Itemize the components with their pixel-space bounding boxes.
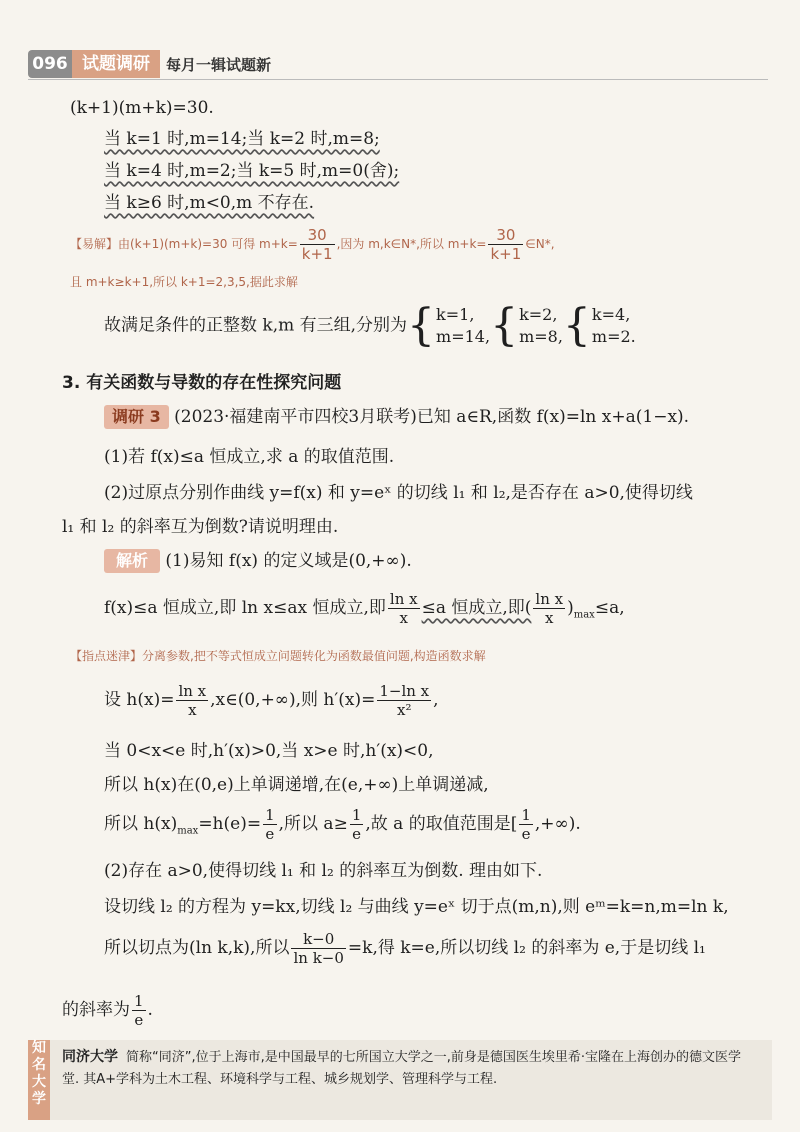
solution-line-8: 设切线 l₂ 的方程为 y=kx,切线 l₂ 与曲线 y=eˣ 切于点(m,n),则 eᵐ=k=n,m=ln k, bbox=[104, 897, 729, 917]
note-fraction-1 bbox=[300, 226, 335, 263]
note-easy-solution-2: 且 m+k≥k+1,所以 k+1=2,3,5,据此求解 bbox=[70, 275, 298, 289]
brace-3: { bbox=[562, 300, 591, 351]
s3-fraction-1 bbox=[176, 682, 208, 719]
solution-line-9 bbox=[104, 930, 706, 967]
s10-frac-den: e bbox=[134, 1011, 144, 1029]
s6-max: max bbox=[177, 825, 199, 837]
footer-description: 简称“同济”,位于上海市,是中国最早的七所国立大学之一,前身是德国医生埃里希·宝隆在上海创办的德文医学堂. 其A+学科为土木工程、环境科学与工程、城乡规划学、管理科学与工程. bbox=[62, 1050, 741, 1087]
note-text-b: ,因为 m,k∈N*,所以 m+k= bbox=[336, 237, 487, 251]
s2-text-d: ≤a, bbox=[594, 598, 625, 618]
system-2 bbox=[519, 304, 563, 348]
system-3-b: m=2. bbox=[591, 327, 636, 346]
solution-line-1 bbox=[104, 548, 412, 574]
header-divider bbox=[28, 79, 768, 80]
note-frac-num-1: 30 bbox=[300, 226, 335, 245]
s6-frac3-den: e bbox=[521, 825, 531, 843]
brace-2: { bbox=[490, 300, 519, 351]
footer-side-label: 知名大学 bbox=[28, 1040, 50, 1120]
s6-frac2-den: e bbox=[352, 825, 362, 843]
s6-fraction-1 bbox=[263, 806, 277, 843]
system-1-a: k=1, bbox=[436, 305, 475, 324]
section-tag: 试题调研 bbox=[72, 50, 160, 78]
s6-frac2-num: 1 bbox=[351, 806, 362, 824]
s10-text-b: . bbox=[147, 1000, 153, 1020]
s6-text-e: ,+∞). bbox=[534, 814, 581, 834]
s3-fraction-2 bbox=[377, 682, 431, 719]
note-fraction-2 bbox=[488, 226, 523, 263]
solution-line-4: 当 0<x<e 时,h′(x)>0,当 x>e 时,h′(x)<0, bbox=[104, 741, 434, 761]
s10-frac-num: 1 bbox=[134, 992, 144, 1010]
case-line-1: 当 k=1 时,m=14;当 k=2 时,m=8; bbox=[104, 129, 380, 149]
s6-fraction-2 bbox=[350, 806, 364, 843]
solution-line-7: (2)存在 a>0,使得切线 l₁ 和 l₂ 的斜率互为倒数. 理由如下. bbox=[104, 861, 543, 881]
s10-text-a: 的斜率为 bbox=[62, 1000, 130, 1020]
case-line-2: 当 k=4 时,m=2;当 k=5 时,m=0(舍); bbox=[104, 161, 400, 181]
system-3 bbox=[592, 304, 636, 348]
system-3-a: k=4, bbox=[591, 305, 631, 324]
conclusion-text: 故满足条件的正整数 k,m 有三组,分别为 bbox=[104, 315, 408, 336]
solution-step-1: (1)易知 f(x) 的定义域是(0,+∞). bbox=[165, 551, 412, 571]
conclusion-line bbox=[104, 300, 636, 351]
s9-text-a: 所以切点为(ln k,k),所以 bbox=[104, 938, 290, 958]
s2-frac-den: x bbox=[399, 609, 408, 627]
note-text-a: 【易解】由(k+1)(m+k)=30 可得 m+k= bbox=[70, 237, 298, 251]
s3-text-c: , bbox=[433, 690, 439, 710]
s6-frac1-num: 1 bbox=[265, 806, 275, 824]
s6-text-c: ,所以 a≥ bbox=[278, 814, 348, 834]
solution-line-5: 所以 h(x)在(0,e)上单调递增,在(e,+∞)上单调递减, bbox=[104, 775, 489, 795]
system-2-a: k=2, bbox=[519, 305, 558, 324]
note-hint: 【指点迷津】分离参数,把不等式恒成立问题转化为函数最值问题,构造函数求解 bbox=[70, 649, 486, 663]
brace-1: { bbox=[407, 300, 436, 351]
s6-text-b: =h(e)= bbox=[198, 814, 262, 834]
s10-fraction bbox=[132, 992, 146, 1029]
eq-line-1: (k+1)(m+k)=30. bbox=[70, 98, 214, 118]
s2-text-c: ) bbox=[567, 598, 574, 618]
question-2-a: (2)过原点分别作曲线 y=f(x) 和 y=eˣ 的切线 l₁ 和 l₂,是否存在 a>0,使得切线 bbox=[104, 483, 693, 503]
s2-text-b: ≤a 恒成立,即( bbox=[421, 598, 532, 618]
s6-frac3-num: 1 bbox=[521, 806, 531, 824]
problem-line bbox=[104, 404, 689, 430]
s2-frac-num: ln x bbox=[389, 590, 418, 608]
footer-title: 同济大学 bbox=[62, 1049, 118, 1065]
s3-frac1-den: x bbox=[188, 701, 197, 719]
s6-fraction-3 bbox=[519, 806, 533, 843]
s3-text-a: 设 h(x)= bbox=[104, 690, 175, 710]
system-1-b: m=14, bbox=[436, 327, 491, 346]
s2-text-a: f(x)≤a 恒成立,即 ln x≤ax 恒成立,即 bbox=[104, 598, 386, 618]
note-frac-den-1: k+1 bbox=[301, 245, 333, 263]
solution-line-3 bbox=[104, 682, 439, 719]
system-2-b: m=8, bbox=[519, 327, 563, 346]
s9-frac-den: ln k−0 bbox=[293, 949, 344, 967]
question-2-b: l₁ 和 l₂ 的斜率互为倒数?请说明理由. bbox=[62, 517, 339, 537]
problem-badge: 调研 3 bbox=[104, 405, 169, 429]
s2-frac2-den: x bbox=[545, 609, 554, 627]
s6-frac1-den: e bbox=[265, 825, 275, 843]
s9-fraction bbox=[291, 930, 345, 967]
question-1: (1)若 f(x)≤a 恒成立,求 a 的取值范围. bbox=[104, 447, 395, 467]
s6-text-d: ,故 a 的取值范围是[ bbox=[365, 814, 518, 834]
note-frac-den-2: k+1 bbox=[490, 245, 522, 263]
solution-line-2 bbox=[104, 590, 625, 628]
s9-text-b: =k,得 k=e,所以切线 l₂ 的斜率为 e,于是切线 l₁ bbox=[347, 938, 706, 958]
solution-line-6 bbox=[104, 806, 581, 844]
system-1 bbox=[436, 304, 490, 348]
section-heading: 3. 有关函数与导数的存在性探究问题 bbox=[62, 373, 342, 393]
s2-fraction bbox=[388, 590, 420, 627]
s9-frac-num: k−0 bbox=[291, 930, 345, 949]
s2-fraction-2 bbox=[533, 590, 565, 627]
footer-text-block bbox=[62, 1046, 752, 1091]
case-line-3: 当 k≥6 时,m<0,m 不存在. bbox=[104, 193, 315, 213]
problem-statement: (2023·福建南平市四校3月联考)已知 a∈R,函数 f(x)=ln x+a(1−x). bbox=[174, 407, 690, 427]
s2-fraction-wrap bbox=[386, 590, 532, 627]
s3-frac2-den: x² bbox=[396, 701, 412, 719]
s3-frac1-num: ln x bbox=[178, 682, 207, 700]
s6-text-a: 所以 h(x) bbox=[104, 814, 178, 834]
s2-max: max bbox=[573, 609, 595, 621]
s3-text-b: ,x∈(0,+∞),则 h′(x)= bbox=[210, 690, 376, 710]
header-subtitle: 每月一辑试题新 bbox=[166, 56, 272, 74]
note-easy-solution bbox=[70, 226, 555, 263]
solution-badge: 解析 bbox=[104, 549, 160, 573]
page-number: 096 bbox=[28, 50, 72, 78]
s2-frac2-num: ln x bbox=[535, 590, 564, 608]
s3-frac2-num: 1−ln x bbox=[379, 682, 430, 700]
solution-line-10 bbox=[62, 992, 153, 1029]
note-frac-num-2: 30 bbox=[488, 226, 523, 245]
note-text-c: ∈N*, bbox=[525, 237, 555, 251]
